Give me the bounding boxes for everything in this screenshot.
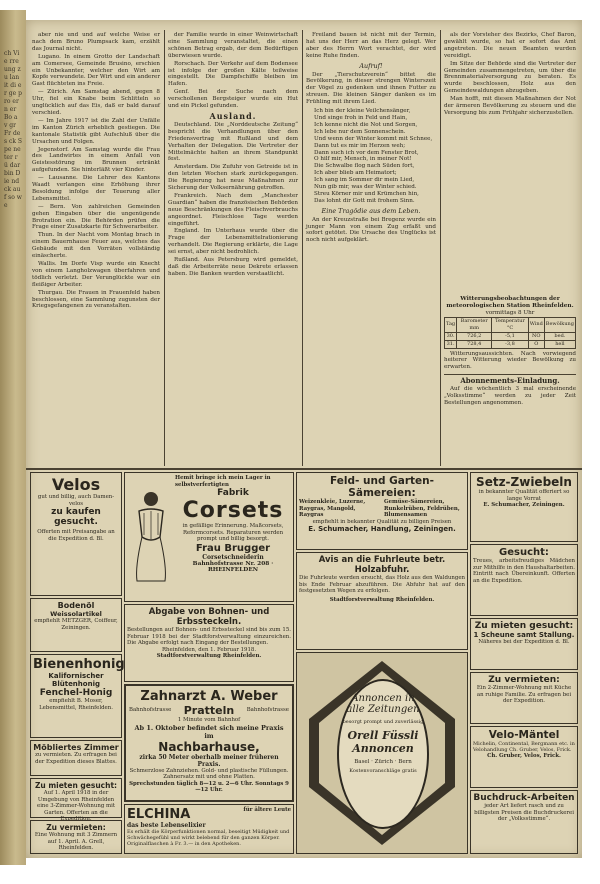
article-paragraph: — Zürich. Am Samstag abend, gegen 8 Uhr, fiel ein Knabe beim Schlitteln so unglücklich auf das Eis, daß er bald darauf verschied. xyxy=(32,89,160,116)
ad-velomantel-body: Michelin, Continental, Bergmann etc. in Velohandlung Ch. Gruber, Velos, Frick. xyxy=(473,741,575,753)
ad-zahnarzt-right: Bahnhofstrasse xyxy=(246,707,289,714)
weather-header: Temperatur °C xyxy=(492,317,528,332)
ad-corsets-sub: Fabrik xyxy=(217,488,249,499)
poem-line: Streu Körner mir und Krümchen hin, xyxy=(314,190,419,197)
ad-zahnarzt-address-row xyxy=(129,704,289,717)
weather-cell: -5,1 xyxy=(492,332,528,340)
book-spine xyxy=(0,10,26,865)
weather-cell: hell xyxy=(544,340,575,348)
ad-elchina-foot: Originalflaschen à Fr. 3.— in den Apotheken. xyxy=(127,841,241,847)
poem-line: Dann such ich vor dem Fenster Brot, xyxy=(314,149,419,156)
ad-bohnen-sign: Rheinfelden, den 1. Februar 1918. xyxy=(161,646,257,653)
weather-section xyxy=(444,296,576,406)
article-paragraph: Genf. Bei der Suche nach dem verschollenen Bergsteiger wurde ein Hut und ein Pickel gefunden. xyxy=(168,89,298,110)
newspaper-page xyxy=(26,20,582,858)
ad-bohnen-firm: Stadtforstverwaltung Rheinfelden. xyxy=(156,653,262,660)
poem-line: Dann tut es mir im Herzen weh; xyxy=(314,142,406,149)
ad-vermieten-body: Eine Wohnung mit 3 Zimmern auf 1. April. A. Grell, Rheinfelden. xyxy=(34,832,118,852)
ad-zahnarzt-note: 1 Minute vom Bahnhof xyxy=(177,717,241,723)
article-paragraph: Rorschach. Der Verkehr auf dem Bodensee ist infolge der großen Kälte teilweise eingestellt. Die Dampfschiffe bleiben im Hafen. xyxy=(168,60,298,88)
poem-line: Ich kenne nicht die Not und Sorgen, xyxy=(314,121,418,128)
ad-velos-title: Velos xyxy=(51,475,101,494)
ad-bohnen-body: Bestellungen auf Bohnen- und Erbssteckel sind bis zum 15. Februar 1918 bei der Stadtforstverwaltung einzureichen. Die Abgabe erfolgt nach Eingang der Bestellungen. xyxy=(127,627,291,647)
ad-velos-body2: Offerten mit Preisangabe an die Expedition d. Bl. xyxy=(37,529,115,542)
ad-gesucht-body: Treues, arbeitsfreudiges Mädchen zur Mithilfe in den Haushaltarbeiten. Eintritt nach Übereinkunft. Offerten an die Expedition. xyxy=(473,558,575,584)
ad-zahnarzt-town: Pratteln xyxy=(183,704,235,717)
ad-bohnen xyxy=(124,604,294,682)
poem-line: Ich bin der kleine Veilchensänger, xyxy=(314,108,411,115)
ad-zahnarzt-hours: Sprechstunden täglich 8—12 u. 2—6 Uhr. Sonntags 9—12 Uhr. xyxy=(129,780,289,794)
ad-holzabfuhr-title: Avis an die Fuhrleute betr. Holzabfuhr. xyxy=(318,555,446,575)
ad-zahnarzt xyxy=(124,684,294,802)
ad-zahnarzt-body: Ab 1. Oktober befindet sich meine Praxis im xyxy=(134,723,284,740)
ad-zahnarzt-left: Bahnhofstrasse xyxy=(129,707,172,714)
ad-bodenoel-sub: Weissolartikel xyxy=(50,610,102,618)
ad-stall-body: 1 Scheune samt Stallung. xyxy=(473,631,575,639)
ad-orell-fuessli xyxy=(296,652,468,854)
ad-orell-top: Annoncen in alle Zeitungen xyxy=(346,693,420,715)
article-paragraph: als der Vorsteher des Bezirks, Chef Baron, gewählt wurde, so hat er sofort das Amt angetreten. Die neuen Beamten wurden vereidigt. xyxy=(444,32,576,59)
poem-line: Ich aber blieb am Heimatort; xyxy=(314,170,397,177)
ad-elchina-sub: das beste Lebenselixier xyxy=(127,822,206,829)
poem-line: Und singe froh in Feld und Hain, xyxy=(314,114,408,121)
ad-bodenoel-title: Bodenöl xyxy=(57,601,95,610)
weather-cell: 728,4 xyxy=(457,340,492,348)
ad-vermieten-title: Zu vermieten: xyxy=(46,823,106,832)
weather-title: Witterungsbeobachtungen der meteorologischen Station Rheinfelden. xyxy=(446,296,574,309)
poem-line: Ich lebe nur dem Sonnenschein. xyxy=(314,128,406,135)
poem-line: Und wenn der Winter kommt mit Schnee, xyxy=(314,135,433,142)
ad-orell-line1: besorgt prompt und zuverlässig xyxy=(342,719,424,725)
article-paragraph: Wallis. Im Dorfe Visp wurde ein Knecht von einem Langholzwagen überfahren und tödlich verletzt. Der Verunglückte war ein fleißiger Arbeiter. xyxy=(32,261,160,288)
article-paragraph: Rußland. Aus Petersburg wird gemeldet, daß die Arbeiterräte neue Dekrete erlassen haben. Die Banken wurden verstaatlicht. xyxy=(168,257,298,277)
ad-corsets-role: Corsetschneiderin xyxy=(202,553,264,561)
ad-buchdruck-body: jeder Art liefert rasch und zu billigsten Preisen die Buchdruckerei der „Volksstimme“. xyxy=(474,803,574,823)
article-paragraph: Amsterdam. Die Zufuhr von Getreide ist in den letzten Wochen stark zurückgegangen. Die Regierung hat neue Maßnahmen zur Sicherung der Volksernährung getroffen. xyxy=(168,164,298,192)
ad-orell-text xyxy=(341,693,425,774)
ad-elchina-side: für ältere Leute xyxy=(243,807,291,813)
ad-velos xyxy=(30,472,122,596)
poem-line: Nun gib mir, was der Winter schied. xyxy=(314,184,417,191)
ad-zimmer xyxy=(30,740,122,776)
article-paragraph: — Lausanne. Die Lehrer des Kantons Waadt verlangen eine Erhöhung ihrer Besoldung infolge der Teuerung aller Lebensmittel. xyxy=(32,175,160,202)
weather-row xyxy=(445,332,576,340)
ad-bodenoel-body: empfiehlt METZGER, Coiffeur, Zeiningen. xyxy=(34,618,118,631)
ad-zwiebeln-firm: E. Schumacher, Zeiningen. xyxy=(483,502,565,509)
ad-seeds-note: empfiehlt in bekannter Qualität zu billigen Preisen xyxy=(312,518,452,525)
weather-header: Tag xyxy=(445,317,457,332)
ad-holzabfuhr-body: Die Fuhrleute werden ersucht, das Holz aus den Waldungen bis Ende Februar abzuführen. Die Abfuhr hat auf den festgesetzten Wegen zu erfolgen. xyxy=(299,575,465,595)
ad-bienenhonig xyxy=(30,654,125,738)
ad-bienenhonig-sub2: Fenchel-Honig xyxy=(39,688,113,698)
ad-buchdruck-title: Buchdruck-Arbeiten xyxy=(473,793,575,803)
weather-row xyxy=(445,340,576,348)
ad-elchina xyxy=(124,804,294,854)
article-paragraph: — Bern. Von zahlreichen Gemeinden gehen Eingaben über die ungenügende Brotration ein. Die Behörden prüfen die Frage einer Zusatzkarte für Schwerarbeiter. xyxy=(32,203,160,231)
news-column-3 xyxy=(306,32,436,462)
ad-kammer-title: Zu vermieten: xyxy=(488,675,560,685)
ad-seeds-firm: E. Schumacher, Handlung, Zeiningen. xyxy=(308,525,456,534)
article-paragraph: England. Im Unterhaus wurde über die Frage der Lebensmittelrationierung verhandelt. Die Regierung erklärte, die Lage sei ernst, aber nicht bedrohlich. xyxy=(168,228,298,256)
ad-velomantel xyxy=(470,726,578,788)
weather-cell: 30. xyxy=(445,332,457,340)
ad-stall-body2: Näheres bei der Expedition d. Bl. xyxy=(478,639,570,645)
ad-orell-line2: Basel · Zürich · Bern xyxy=(354,759,412,765)
ad-corsets-addr: Bahnhofstrasse Nr. 208 · RHEINFELDEN xyxy=(192,560,274,573)
ad-elchina-title: ELCHINA xyxy=(127,807,191,822)
ad-zahnarzt-bold: Nachbarhause, xyxy=(158,739,260,754)
article-paragraph: Man hofft, mit diesen Maßnahmen der Not der ärmeren Bevölkerung zu steuern und die Versorgung bis zum Frühjahr sicherzustellen. xyxy=(444,96,576,116)
ad-kammer xyxy=(470,672,578,724)
column-rule xyxy=(302,30,303,466)
poem-line: Das lohnt dir Gott mit frohem Sinn. xyxy=(314,197,415,204)
ad-elchina-header xyxy=(127,807,291,822)
article-paragraph: Jegenstorf. Am Samstag wurde die Frau des Landwirtes in einem Anfall von Geistesstörung im Brunnen ertränkt aufgefunden. Sie hinterläßt vier Kinder. xyxy=(32,146,160,174)
weather-table xyxy=(444,317,576,349)
article-paragraph: Der „Tierschutzverein“ bittet die Bevölkerung, in dieser strengen Winterszeit der Vögel zu gedenken und ihnen Futter zu streuen. Die kleinen Sänger danken es im Frühling mit ihrem Lied. xyxy=(306,71,436,106)
ad-zwiebeln-title: Setz-Zwiebeln xyxy=(476,475,572,489)
weather-cell: O xyxy=(528,340,544,348)
ad-zimmer-body: zu vermieten. Zu erfragen bei der Expedition dieses Blattes. xyxy=(35,752,117,765)
ad-corsets-intro: Hemit bringe ich mein Lager in selbstverfertigten xyxy=(175,475,271,488)
ad-zwiebeln-body: in bekannter Qualität offeriert so lange Vorrat xyxy=(478,489,570,502)
news-column-2 xyxy=(168,32,298,462)
ad-velos-body: gut und billig, auch Damen-velos xyxy=(37,494,115,507)
article-paragraph: An der Kreuzstraße bei Bregenz wurde ein junger Mann von einem Zug erfaßt und sofort getötet. Die Ursache des Unglücks ist noch nicht aufgeklärt. xyxy=(306,216,436,244)
ad-mieten-title: Zu mieten gesucht: xyxy=(34,781,118,790)
weather-cell: -3,8 xyxy=(492,340,528,348)
article-paragraph: Frankreich. Nach dem „Manchester Guardian“ haben die französischen Behörden neue Beschränkungen des Fleischverbrauchs angeordnet. Fleischlose Tage werden eingeführt. xyxy=(168,192,298,227)
ad-zwiebeln xyxy=(470,472,578,542)
article-paragraph: aber nie und und auf welche Weise er nach dem Bruno Plumpsack kam, erzählt das Journal nicht. xyxy=(32,32,160,52)
ad-zahnarzt-title: Zahnarzt A. Weber xyxy=(140,689,278,704)
ad-orell-name2: Annoncen xyxy=(352,742,414,755)
section-heading-aufruf: Aufruf! xyxy=(359,61,383,70)
ads-separator xyxy=(26,468,582,470)
ad-velomantel-title: Velo-Mäntel xyxy=(488,729,560,741)
ad-holzabfuhr xyxy=(296,552,468,650)
article-paragraph: Freiland bauen ist nicht mit der Termin, hat uns der Herr an das Herz gelegt. Wer aber des Herrn Wort verachtet, der wird keine Ruhe finden. xyxy=(306,32,436,59)
ad-buchdruck xyxy=(470,790,578,854)
corset-figure-icon xyxy=(129,489,173,585)
ad-holzabfuhr-firm: Stadtforstverwaltung Rheinfelden. xyxy=(329,596,435,603)
subscription-text: Auf die wöchentlich 3 mal erscheinende „Volksstimme“ werden zu jeder Zeit Bestellungen angenommen. xyxy=(444,386,576,406)
ad-seeds-left: Weizenkleie, Luzerne, Raygras, Mangold, Raygras xyxy=(299,499,366,519)
article-paragraph: Thun. In der Nacht vom Montag brach in einem Bauernhause Feuer aus, welches das Gebäude mit den Vorräten vollständig einäscherte. xyxy=(32,232,160,260)
divider xyxy=(444,374,576,375)
weather-header: Barometer mm xyxy=(457,317,492,332)
section-heading-tragoedie: Eine Tragödie aus dem Leben. xyxy=(321,206,421,215)
ad-corsets xyxy=(124,472,294,602)
ad-velomantel-foot: Ch. Gruber, Velos, Frick. xyxy=(487,753,561,759)
ad-vermieten xyxy=(30,820,122,854)
ad-bienenhonig-sub: Kalifornischer Blütenhonig xyxy=(48,672,104,688)
ad-seeds-right: Gemüse-Sämereien, Runkelrüben, Feldrüben, Blumensamen xyxy=(384,499,460,519)
weather-cell: 726,2 xyxy=(457,332,492,340)
ad-velos-sub: zu kaufen gesucht. xyxy=(51,507,101,528)
column-rule xyxy=(164,30,165,466)
ad-gesucht-title: Gesucht: xyxy=(499,547,549,558)
ad-bienenhonig-title: Bienenhonig xyxy=(33,657,125,672)
weather-cell: 31. xyxy=(445,340,457,348)
weather-header-row xyxy=(445,317,576,332)
subscription-title: Abonnements-Einladung. xyxy=(460,376,560,386)
ad-kammer-body: Ein 2-Zimmer-Wohnung mit Küche an ruhige Familie. Zu erfragen bei der Expedition. xyxy=(476,685,572,705)
ad-seeds-columns xyxy=(299,499,465,519)
article-paragraph: Im Sitze der Behörde sind die Vertreter der Gemeinden zusammengetreten, um über die Brennmaterialversorgung zu beraten. Es wurde beschlossen, Holz aus den Gemeindewaldungen abzugeben. xyxy=(444,60,576,95)
ad-orell-name: Orell Füssli xyxy=(347,729,419,742)
ad-seeds xyxy=(296,472,468,550)
section-heading-ausland: Ausland. xyxy=(209,110,257,121)
weather-header: Wind xyxy=(528,317,544,332)
weather-forecast: Witterungsaussichten. Nach vorwiegend heiterer Witterung wieder Bewölkung zu erwarten. xyxy=(444,350,576,371)
weather-header: Bewölkung xyxy=(544,317,575,332)
ad-bienenhonig-body: empfiehlt B. Moser, Lebensmittel, Rheinfelden. xyxy=(39,698,113,711)
poem-line: Ich sang im Sommer dir mein Lied, xyxy=(314,177,415,184)
news-column-4 xyxy=(444,32,576,292)
ad-corsets-desc: in gefällige Erinnerung. Maßcorsets, Reformcorsets. Reparaturen werden prompt und billig besorgt. xyxy=(182,523,284,543)
article-paragraph: — Im Jahre 1917 ist die Zahl der Unfälle im Kanton Zürich erheblich gestiegen. Die kantonale Statistik gibt Aufschluß über die Ursachen und Folgen. xyxy=(32,117,160,145)
poem-line: O hilf mir, Mensch, in meiner Not! xyxy=(314,156,412,163)
ad-stall-title: Zu mieten gesucht: xyxy=(474,621,574,631)
ad-stall xyxy=(470,618,578,670)
ad-seeds-title: Feld- und Garten-Sämereien: xyxy=(330,475,434,499)
ad-elchina-body: Es erhält die Körperfunktionen normal, beseitigt Müdigkeit und Schwächegefühl und wirkt belebend für den ganzen Körper. xyxy=(127,829,290,841)
ad-mieten-body: Auf 1. April 1918 in der Umgebung von Rheinfelden eine 3-Zimmer-Wohnung mit Garten. Offerten an die Expedition. xyxy=(37,790,115,823)
ad-bohnen-title: Abgabe von Bohnen- und Erbssteckeln. xyxy=(148,607,270,627)
ad-gesucht xyxy=(470,544,578,616)
weather-note: vormittags 8 Uhr xyxy=(485,309,535,316)
news-column-1 xyxy=(32,32,160,462)
ad-corsets-title: Corsets xyxy=(182,498,284,524)
poem-line: Die Schwalbe flog nach Süden fort, xyxy=(314,163,415,170)
ad-zahnarzt-body3: Schmerzlose Zahnziehen. Gold- und plastische Füllungen. Zahnersatz mit und ohne Platten. xyxy=(129,767,289,781)
weather-cell: bed. xyxy=(544,332,575,340)
column-rule xyxy=(440,30,441,466)
ad-bodenoel xyxy=(30,598,122,652)
ad-orell-line3: Kostenvoranschläge gratis xyxy=(349,768,417,774)
article-paragraph: Thurgau. Die Frauen in Frauenfeld haben beschlossen, eine Sammlung zugunsten der Kriegsgefangenen zu veranstalten. xyxy=(32,289,160,310)
article-paragraph: der Familie wurde in einer Weinwirtschaft eine Sammlung veranstaltet, die einen schönen Betrag ergab, der dem Bedürftigen überwiesen wurde. xyxy=(168,32,298,59)
ad-zimmer-title: Möbliertes Zimmer xyxy=(33,743,119,752)
spine-text: ch Vie rre ung zu lan it di er ge pro ern er Bo a v gr Fr de s ck Spe ne ter r ü dar bin Die nd ck auf so we xyxy=(4,50,22,209)
ad-mieten xyxy=(30,778,122,823)
poem xyxy=(314,108,436,205)
ad-corsets-name: Frau Brugger xyxy=(195,542,271,554)
article-paragraph: Deutschland. Die „Norddeutsche Zeitung“ bespricht die Verhandlungen über den Friedensvertrag mit Rußland und dem Verhalten der Delegation. Die Vertreter der Mittelmächte halten an ihrem Standpunkt fest. xyxy=(168,121,298,163)
ad-zahnarzt-body2: zirka 50 Meter oberhalb meiner früheren Praxis. xyxy=(139,753,279,768)
weather-cell: NO xyxy=(528,332,544,340)
article-paragraph: Lugano. In einem Grotto der Landschaft am Comersee, Gemeinde Brusino, erschien ein Unbekannter, welcher den Wirt am Kopfe verwundete. Der Wirt und ein anderer Gast flüchteten ins Freie. xyxy=(32,53,160,88)
